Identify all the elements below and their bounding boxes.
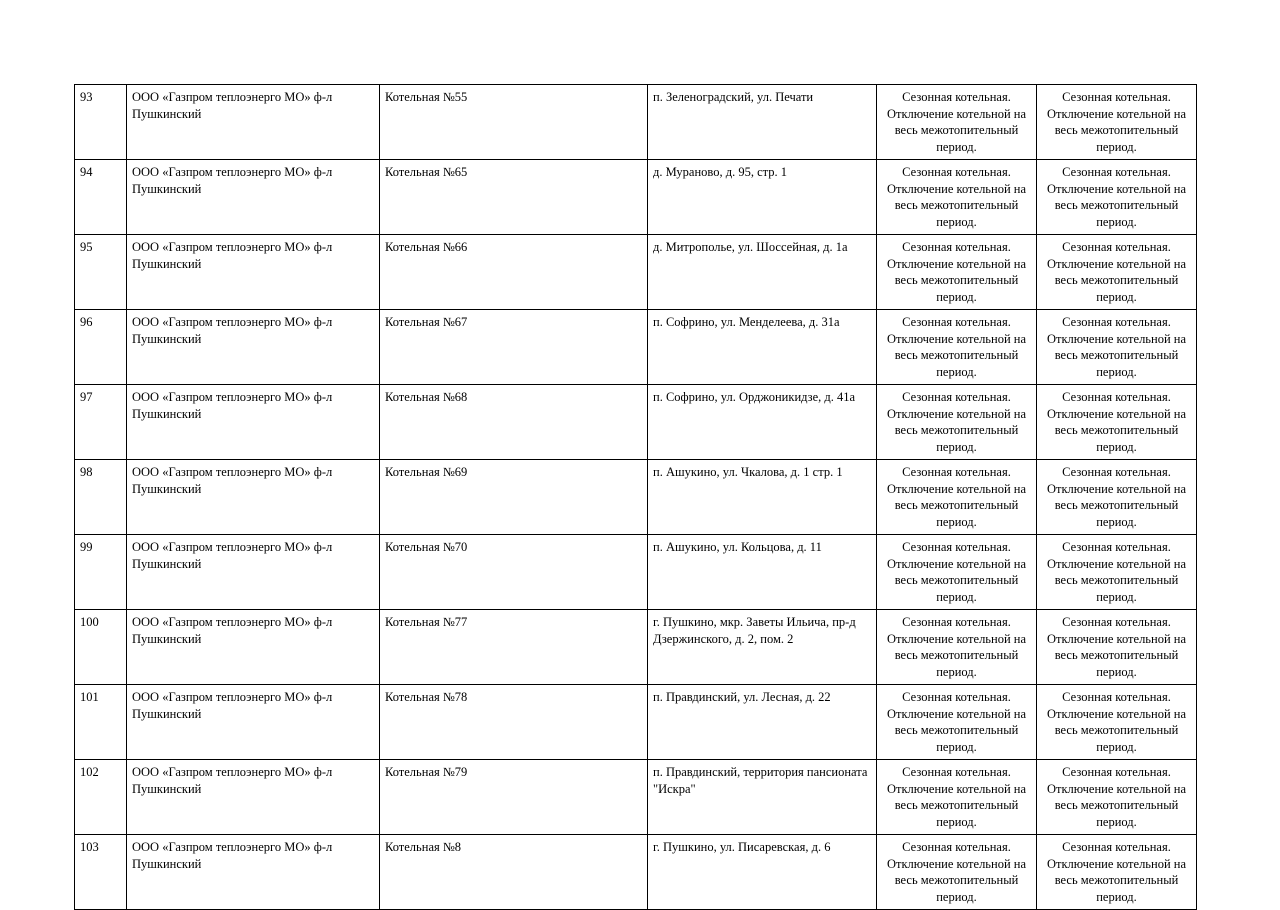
note-right-cell: Сезонная котельная. Отключение котельной на весь межотопительный период. (1037, 310, 1197, 385)
boiler-cell: Котельная №67 (380, 310, 648, 385)
note-right-cell: Сезонная котельная. Отключение котельной на весь межотопительный период. (1037, 760, 1197, 835)
address-cell: д. Митрополье, ул. Шоссейная, д. 1а (648, 235, 877, 310)
organization-cell: ООО «Газпром теплоэнерго МО» ф-л Пушкинский (127, 535, 380, 610)
table-row (75, 85, 1197, 160)
boiler-cell: Котельная №69 (380, 460, 648, 535)
address-cell: п. Ашукино, ул. Чкалова, д. 1 стр. 1 (648, 460, 877, 535)
note-left-cell: Сезонная котельная. Отключение котельной на весь межотопительный период. (877, 835, 1037, 910)
address-cell: п. Зеленоградский, ул. Печати (648, 85, 877, 160)
note-left-cell: Сезонная котельная. Отключение котельной на весь межотопительный период. (877, 760, 1037, 835)
organization-cell: ООО «Газпром теплоэнерго МО» ф-л Пушкинский (127, 610, 380, 685)
row-number: 97 (75, 385, 127, 460)
note-right-cell: Сезонная котельная. Отключение котельной на весь межотопительный период. (1037, 535, 1197, 610)
address-cell: д. Мураново, д. 95, стр. 1 (648, 160, 877, 235)
note-left-cell: Сезонная котельная. Отключение котельной на весь межотопительный период. (877, 460, 1037, 535)
note-right-cell: Сезонная котельная. Отключение котельной на весь межотопительный период. (1037, 160, 1197, 235)
table-row (75, 160, 1197, 235)
boiler-cell: Котельная №79 (380, 760, 648, 835)
organization-cell: ООО «Газпром теплоэнерго МО» ф-л Пушкинский (127, 310, 380, 385)
boiler-cell: Котельная №66 (380, 235, 648, 310)
boiler-cell: Котельная №77 (380, 610, 648, 685)
note-right-cell: Сезонная котельная. Отключение котельной на весь межотопительный период. (1037, 835, 1197, 910)
note-left-cell: Сезонная котельная. Отключение котельной на весь межотопительный период. (877, 385, 1037, 460)
address-cell: г. Пушкино, ул. Писаревская, д. 6 (648, 835, 877, 910)
table-row (75, 385, 1197, 460)
row-number: 102 (75, 760, 127, 835)
note-left-cell: Сезонная котельная. Отключение котельной на весь межотопительный период. (877, 85, 1037, 160)
note-right-cell: Сезонная котельная. Отключение котельной на весь межотопительный период. (1037, 235, 1197, 310)
boiler-cell: Котельная №70 (380, 535, 648, 610)
boiler-cell: Котельная №78 (380, 685, 648, 760)
boiler-cell: Котельная №65 (380, 160, 648, 235)
note-right-cell: Сезонная котельная. Отключение котельной на весь межотопительный период. (1037, 685, 1197, 760)
table-row (75, 310, 1197, 385)
organization-cell: ООО «Газпром теплоэнерго МО» ф-л Пушкинский (127, 460, 380, 535)
table-row (75, 610, 1197, 685)
row-number: 93 (75, 85, 127, 160)
organization-cell: ООО «Газпром теплоэнерго МО» ф-л Пушкинский (127, 835, 380, 910)
note-right-cell: Сезонная котельная. Отключение котельной на весь межотопительный период. (1037, 85, 1197, 160)
organization-cell: ООО «Газпром теплоэнерго МО» ф-л Пушкинский (127, 385, 380, 460)
table-row (75, 685, 1197, 760)
table-row (75, 760, 1197, 835)
table-row (75, 535, 1197, 610)
row-number: 98 (75, 460, 127, 535)
address-cell: п. Софрино, ул. Менделеева, д. 31а (648, 310, 877, 385)
organization-cell: ООО «Газпром теплоэнерго МО» ф-л Пушкинский (127, 685, 380, 760)
note-left-cell: Сезонная котельная. Отключение котельной на весь межотопительный период. (877, 610, 1037, 685)
row-number: 96 (75, 310, 127, 385)
boiler-cell: Котельная №8 (380, 835, 648, 910)
boiler-cell: Котельная №55 (380, 85, 648, 160)
note-left-cell: Сезонная котельная. Отключение котельной на весь межотопительный период. (877, 310, 1037, 385)
table-body (75, 85, 1197, 910)
note-left-cell: Сезонная котельная. Отключение котельной на весь межотопительный период. (877, 160, 1037, 235)
boiler-cell: Котельная №68 (380, 385, 648, 460)
note-right-cell: Сезонная котельная. Отключение котельной на весь межотопительный период. (1037, 460, 1197, 535)
note-right-cell: Сезонная котельная. Отключение котельной на весь межотопительный период. (1037, 610, 1197, 685)
address-cell: п. Софрино, ул. Орджоникидзе, д. 41а (648, 385, 877, 460)
row-number: 100 (75, 610, 127, 685)
organization-cell: ООО «Газпром теплоэнерго МО» ф-л Пушкинский (127, 760, 380, 835)
address-cell: п. Ашукино, ул. Кольцова, д. 11 (648, 535, 877, 610)
note-left-cell: Сезонная котельная. Отключение котельной на весь межотопительный период. (877, 235, 1037, 310)
note-left-cell: Сезонная котельная. Отключение котельной на весь межотопительный период. (877, 685, 1037, 760)
table-row (75, 835, 1197, 910)
note-left-cell: Сезонная котельная. Отключение котельной на весь межотопительный период. (877, 535, 1037, 610)
row-number: 94 (75, 160, 127, 235)
row-number: 101 (75, 685, 127, 760)
address-cell: п. Правдинский, ул. Лесная, д. 22 (648, 685, 877, 760)
address-cell: п. Правдинский, территория пансионата "Искра" (648, 760, 877, 835)
table-row (75, 460, 1197, 535)
organization-cell: ООО «Газпром теплоэнерго МО» ф-л Пушкинский (127, 85, 380, 160)
organization-cell: ООО «Газпром теплоэнерго МО» ф-л Пушкинский (127, 160, 380, 235)
address-cell: г. Пушкино, мкр. Заветы Ильича, пр-д Дзержинского, д. 2, пом. 2 (648, 610, 877, 685)
row-number: 103 (75, 835, 127, 910)
row-number: 95 (75, 235, 127, 310)
organization-cell: ООО «Газпром теплоэнерго МО» ф-л Пушкинский (127, 235, 380, 310)
boiler-schedule-table (74, 84, 1197, 910)
note-right-cell: Сезонная котельная. Отключение котельной на весь межотопительный период. (1037, 385, 1197, 460)
row-number: 99 (75, 535, 127, 610)
boiler-schedule-table-container (74, 84, 1196, 910)
table-row (75, 235, 1197, 310)
